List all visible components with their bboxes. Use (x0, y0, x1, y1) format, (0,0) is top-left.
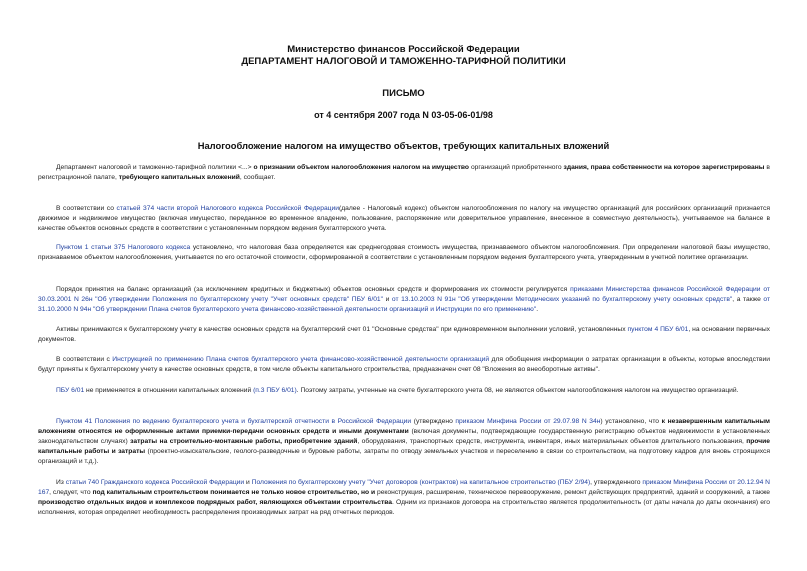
text: для обобщения информации о затратах организации в объекты, которые впоследствии будут приняты к бухгалтерскому учету в качестве основных средств, в том числе объекты капитального строительства, предназначен счет 08 "Вложения во внеоборотные активы". (38, 356, 770, 373)
link-order-94n[interactable]: от 31.10.2000 N 94н "Об утверждении Плана счетов бухгалтерского учета финансово-хозяйственной деятельности организаций и Инструкции по его применению" (38, 296, 771, 313)
document-type: ПИСЬМО (382, 88, 425, 99)
bold-text: под капитальным строительством понимается не только новое строительство, но и (92, 489, 376, 496)
link-tax-code-article-375[interactable]: Пунктом 1 статьи 375 Налогового кодекса (56, 244, 191, 251)
text: Порядок принятия на баланс организаций (за исключением кредитных и бюджетных) объектов основных средств и формирования их стоимости регулируется (56, 286, 571, 293)
text: , а также (732, 296, 764, 303)
text: . Поэтому затраты, учтенные на счете бухгалтерского учета 08, не являются объектом налогообложения налогом на имущество организаций. (296, 387, 739, 394)
document-date-number: от 4 сентября 2007 года N 03-05-06-01/98 (314, 110, 493, 120)
paragraph-2 (38, 204, 770, 234)
paragraph-5 (38, 325, 770, 345)
text: ) установлено, что (600, 418, 662, 425)
text: , утвержденного (590, 479, 643, 486)
link-order-34n[interactable]: приказом Минфина России от 29.07.98 N 34н (455, 418, 601, 425)
bold-text: о признании объектом налогообложения налогом на имущество (253, 164, 469, 171)
text: реконструкция, расширение, техническое перевооружение, ремонт действующих предприятий, зданий и сооружений, а также (375, 489, 771, 496)
bold-text: требующего капитальных вложений (118, 174, 240, 181)
text: Из (56, 479, 66, 486)
text: В соответствии с (56, 356, 113, 363)
bold-text: производство отдельных видов и комплексов подрядных работ, являющихся объектами строительства (38, 499, 392, 506)
paragraph-9 (38, 478, 770, 518)
link-regulation-point-41[interactable]: Пунктом 41 Положения по ведению бухгалтерского учета и бухгалтерской отчетности в Российской Федерации (56, 418, 412, 425)
link-pbu-6-01[interactable]: ПБУ 6/01 (56, 387, 85, 394)
text: (далее - Налоговый кодекс) объектом налогообложения по налогу на имущество организаций для российских организаций признается движимое и недвижимое имущество (включая имущество, переданное во временное владение, пользование, распоряжение или доверительное управление, внесенное в совместную деятельность), учитываемое на балансе в качестве объектов основных средств в соответствии с установленным порядком ведения бухгалтерского учета. (38, 205, 770, 232)
paragraph-3 (38, 243, 770, 263)
ministry-name: Министерство финансов Российской Федерации (287, 44, 520, 55)
link-pbu-6-01-point-4[interactable]: пунктом 4 ПБУ 6/01 (627, 326, 689, 333)
text: установлено, что налоговая база определяется как среднегодовая стоимость имущества, признаваемого объектом налогообложения. При определении налоговой базы имущество, признаваемое объектом налогообложения, учитывается по его остаточной стоимости, сформированной в соответствии с установленным порядком ведения бухгалтерского учета, утвержденным в учетной политике организации. (38, 244, 770, 261)
link-order-26n[interactable]: приказами Министерства финансов Российской Федерации от 30.03.2001 N 26н "Об утверждении Положения по бухгалтерскому учету "Учет основных средств" ПБУ 6/01" (38, 286, 771, 303)
link-order-91n[interactable]: от 13.10.2003 N 91н "Об утверждении Методических указаний по бухгалтерскому учету основных средств" (391, 296, 733, 303)
text: и (244, 479, 252, 486)
paragraph-8 (38, 417, 770, 467)
bold-text: к незавершенным капитальным вложениям относятся не оформленные актами приемки-передачи основных средств и иными документами (38, 418, 771, 435)
department-name: ДЕПАРТАМЕНТ НАЛОГОВОЙ И ТАМОЖЕННО-ТАРИФНОЙ ПОЛИТИКИ (241, 56, 566, 67)
link-civil-code-article-740[interactable]: статьи 740 Гражданского кодекса Российской Федерации (65, 479, 245, 486)
link-order-167[interactable]: приказом Минфина России от 20.12.94 N 167 (38, 479, 770, 496)
text: В соответствии со (56, 205, 117, 212)
paragraph-1 (38, 163, 770, 183)
bold-text: здания, права собственности на которое зарегистрированы (563, 164, 765, 171)
text: (включая документы, подтверждающие государственную регистрацию объектов недвижимости в установленных законодательством случаях) (38, 428, 771, 445)
link-pbu-2-94[interactable]: Положения по бухгалтерскому учету "Учет договоров (контрактов) на капитальное строительство (ПБУ 2/94) (251, 479, 591, 486)
link-pbu-6-01-point-3[interactable]: (п.3 ПБУ 6/01) (253, 387, 297, 394)
text: Активы принимаются к бухгалтерскому учету в качестве основных средств на бухгалтерский счет 01 "Основные средства" при единовременном выполнении условий, установленных (56, 326, 628, 333)
text: , на основании первичных документов. (38, 326, 770, 343)
paragraph-6 (38, 355, 770, 375)
paragraph-7 (38, 386, 770, 396)
text: (проектно-изыскательские, геолого-разведочные и буровые работы, затраты по отводу земельных участков и переселению в связи со строительством, на подготовку кадров для вновь строящихся организаций и т.д.). (38, 448, 770, 465)
text: , следует, что (49, 489, 93, 496)
text: , сообщает. (239, 174, 276, 181)
text: (утверждено (411, 418, 456, 425)
bold-text: прочие капитальные работы и затраты (38, 438, 770, 455)
text: . Одним из признаков договора на строительство является продолжительность (от даты начала до даты окончания) его исполнения, которая определяет необходимость распределения производимых затрат на ряд отчетных периодов. (38, 499, 770, 516)
link-tax-code-article-374[interactable]: статьей 374 части второй Налогового кодекса Российской Федерации (116, 205, 339, 212)
text: , оборудования, транспортных средств, инструмента, инвентаря, иных материальных объектов длительного пользования, (357, 438, 747, 445)
text: не применяется в отношении капитальных вложений (84, 387, 254, 394)
text: в регистрационной палате, (38, 164, 770, 181)
paragraph-4 (38, 285, 770, 315)
link-accounts-plan-instruction[interactable]: Инструкцией по применению Плана счетов бухгалтерского учета финансово-хозяйственной деятельности организаций (112, 356, 490, 363)
text: Департамент налоговой и таможенно-тарифной политики <...> (56, 164, 254, 171)
bold-text: затраты на строительно-монтажные работы, приобретение зданий (130, 438, 358, 445)
document-subject: Налогообложение налогом на имущество объектов, требующих капитальных вложений (197, 140, 610, 151)
text: организаций приобретенного (468, 164, 564, 171)
text: и (383, 296, 392, 303)
text: . (536, 306, 539, 313)
